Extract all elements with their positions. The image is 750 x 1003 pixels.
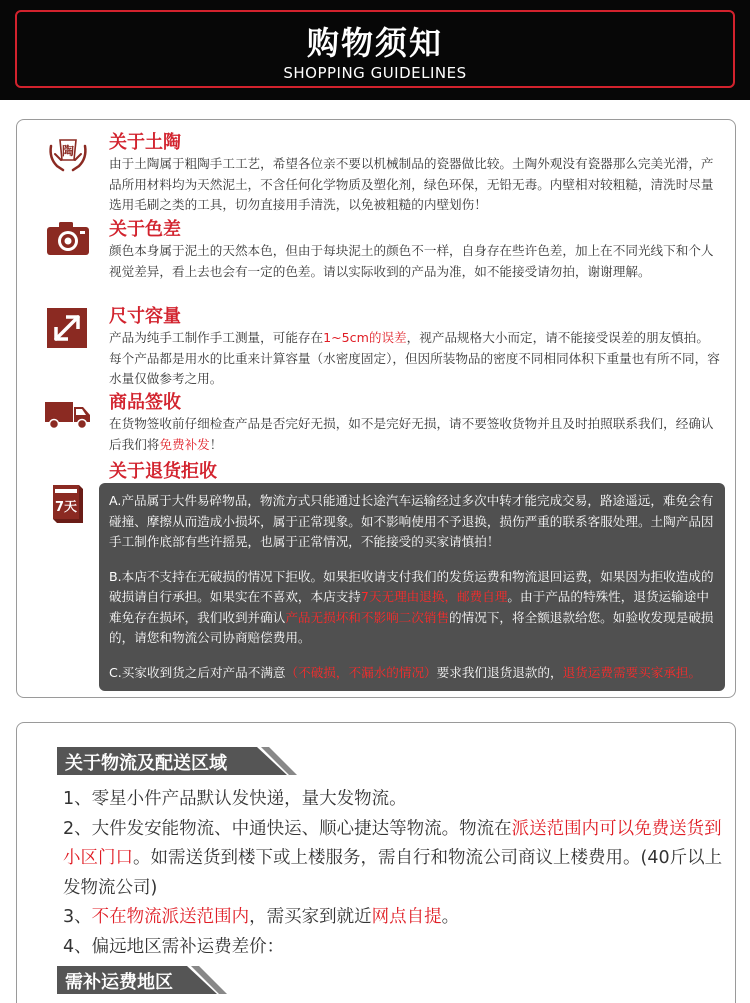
guidelines-panel: [16, 119, 736, 698]
hands-pottery-icon: [45, 132, 91, 178]
page-subtitle: SHOPPING GUIDELINES: [283, 64, 467, 82]
list-item: 3、不在物流派送范围内，需买家到就近网点自提。: [63, 907, 460, 927]
section-title: 尺寸容量: [109, 306, 181, 327]
return-policy-b: B.本店不支持在无破损的情况下拒收。如果拒收请支付我们的发货运费和物流退回运费，如果因为拒收造成的破损请自行承担。如果实在不喜欢，本店支持7天无理由退换，邮费自理。由于产品的特殊性，退货运输途中难免存在损坏，我们收到并确认产品无损坏和不影响二次销售的情况下，将全额退款给您。如验收发现是破损的，请您和物流公司协商赔偿费用。: [109, 568, 714, 645]
shipping-list: [63, 785, 723, 962]
calendar-7days-icon: [45, 481, 91, 527]
section-body: 由于土陶属于粗陶手工工艺，希望各位亲不要以机械制品的瓷器做比较。土陶外观没有瓷器那么完美光滑，产品所用材料均为天然泥土，不含任何化学物质及塑化剂，绿色环保，无铅无毒。内壁相对较粗糙，清洗时尽量选用毛刷之类的工具，切勿直接用手清洗，以免被粗糙的内壁划伤！: [109, 156, 714, 212]
truck-icon: [45, 392, 91, 438]
list-item: 2、大件发安能物流、中通快运、顺心捷达等物流。物流在派送范围内可以免费送货到小区门口。如需送货到楼下或上楼服务，需自行和物流公司商议上楼费用。(40斤以上发物流公司): [63, 818, 723, 898]
section-title: 关于退货拒收: [109, 461, 217, 482]
camera-icon: [45, 217, 91, 263]
list-item: 1、零星小件产品默认发快递，量大发物流。: [63, 789, 407, 809]
return-policy-box: [99, 483, 725, 691]
header: [0, 0, 750, 100]
list-item: 4、偏远地区需补运费差价：: [63, 936, 285, 957]
section-body: 产品为纯手工制作手工测量，可能存在1~5cm的误差，视产品规格大小而定，请不能接受误差的朋友慎拍。每个产品都是用水的比重来计算容量（水密度固定），但因所装物品的密度不同相同体积下重量也有所不同，容水量仅做参考之用。: [109, 330, 720, 386]
svg-text:陶: 陶: [61, 144, 75, 158]
section-body: 颜色本身属于泥土的天然本色，但由于每块泥土的颜色不一样，自身存在些许色差，加上在不同光线下和个人视觉差异，看上去也会有一定的色差。请以实际收到的产品为准，如不能接受请勿拍，谢谢理解。: [109, 243, 714, 279]
shipping-panel: 关于物流及配送区域 1、零星小件产品默认发快递，量大发物流。 2、大件发安能物流、中通快运、顺心捷达等物流。物流在派送范围内可以免费送货到小区门口。如需送货到楼下或上楼服务，需自行和物流公司商议上楼费用。(40斤以上发物流公司) 3、不在物流派送范围内，需买家到就近网点自提。 4、偏远地区需补运费差价： 需补运费地区: [16, 722, 736, 1003]
page-title: 购物须知: [306, 24, 443, 62]
return-policy-c: C.买家收到货之后对产品不满意（不破损，不漏水的情况）要求我们退货退款的，退货运费需要买家承担。: [109, 664, 702, 680]
section-title: 关于色差: [109, 219, 181, 240]
section-title: 商品签收: [109, 392, 181, 413]
section-title: 关于土陶: [109, 132, 181, 153]
resize-arrow-icon: [45, 306, 91, 352]
svg-text:7天: 7天: [54, 500, 78, 515]
section-body: 在货物签收前仔细检查产品是否完好无损，如不是完好无损，请不要签收货物并且及时拍照联系我们，经确认后我们将免费补发！: [109, 416, 714, 452]
return-policy-a: A.产品属于大件易碎物品，物流方式只能通过长途汽车运输经过多次中转才能完成交易，路途遥远，难免会有碰撞、摩擦从而造成小损坏，属于正常现象。如不影响使用不予退换，损伤严重的联系客服处理。土陶产品因手工制作底部有些许摇晃，也属于正常情况，不能接受的买家请慎拍！: [109, 493, 714, 549]
